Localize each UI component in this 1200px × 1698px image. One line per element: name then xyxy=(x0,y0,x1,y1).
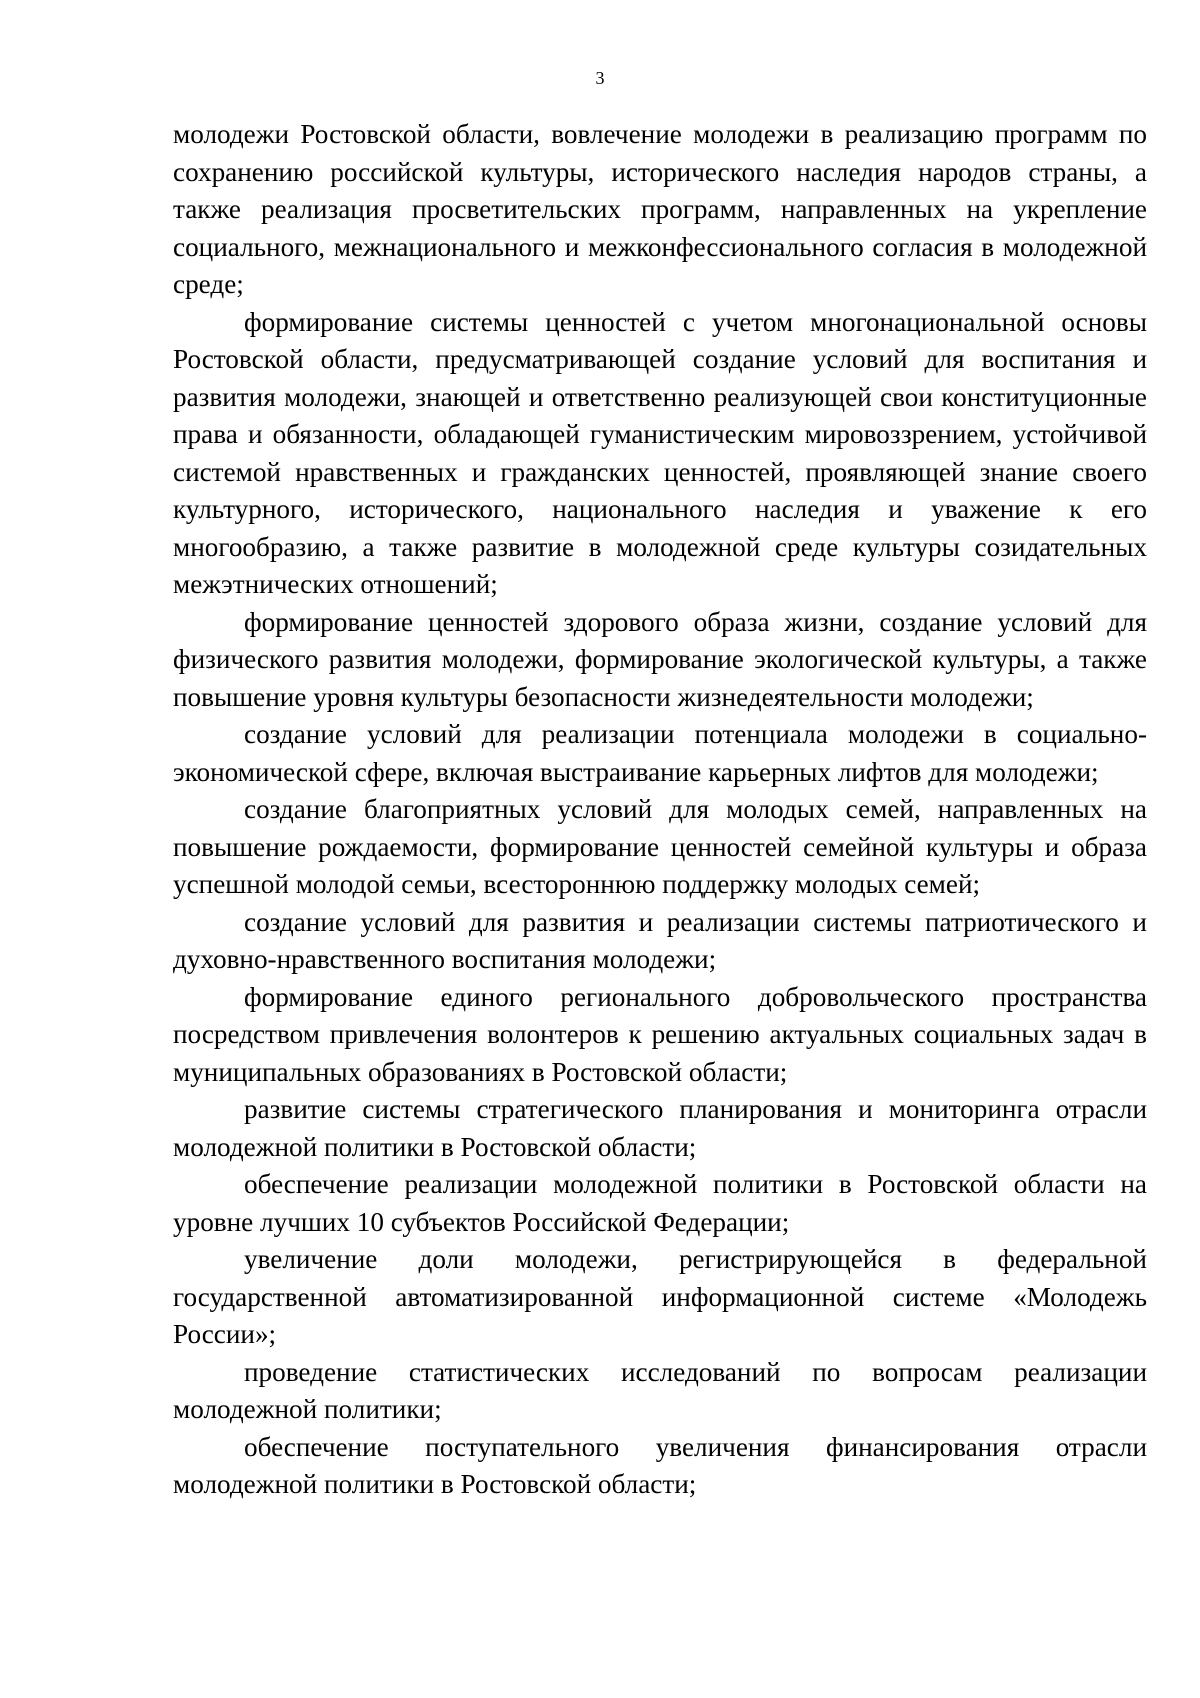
paragraph: обеспечение реализации молодежной политики в Ростовской области на уровне лучших 10 субъектов Российской Федерации; xyxy=(173,1169,1147,1237)
paragraph: проведение статистических исследований по вопросам реализации молодежной политики; xyxy=(173,1356,1147,1424)
page-number: 3 xyxy=(595,68,605,88)
paragraph: создание благоприятных условий для молодых семей, направленных на повышение рождаемости, формирование ценностей семейной культуры и образа успешной молодой семьи, всестороннюю поддержку молодых семей; xyxy=(173,794,1147,899)
paragraph: формирование системы ценностей с учетом многонациональной основы Ростовской области, предусматривающей создание условий для воспитания и развития молодежи, знающей и ответственно реализующей свои конституционные права и обязанности, обладающей гуманистическим мировоззрением, устойчивой системой нравственных и гражданских ценностей, проявляющей знание своего культурного, исторического, национального наследия и уважение к его многообразию, а также развитие в молодежной среде культуры созидательных межэтнических отношений; xyxy=(173,306,1147,599)
paragraph: создание условий для развития и реализации системы патриотического и духовно-нравственного воспитания молодежи; xyxy=(173,906,1147,974)
paragraph-continuation: молодежи Ростовской области, вовлечение молодежи в реализацию программ по сохранению российской культуры, исторического наследия народов страны, а также реализация просветительских программ, направленных на укрепление социального, межнационального и межконфессионального согласия в молодежной среде; xyxy=(173,119,1147,299)
paragraph: обеспечение поступательного увеличения финансирования отрасли молодежной политики в Ростовской области; xyxy=(173,1431,1147,1499)
paragraph: создание условий для реализации потенциала молодежи в социально-экономической сфере, включая выстраивание карьерных лифтов для молодежи; xyxy=(173,719,1147,787)
paragraph: формирование единого регионального добровольческого пространства посредством привлечения волонтеров к решению актуальных социальных задач в муниципальных образованиях в Ростовской области; xyxy=(173,981,1147,1087)
document-body xyxy=(173,116,1147,1504)
paragraph: формирование ценностей здорового образа жизни, создание условий для физического развития молодежи, формирование экологической культуры, а также повышение уровня культуры безопасности жизнедеятельности молодежи; xyxy=(173,606,1147,712)
paragraph: увеличение доли молодежи, регистрирующейся в федеральной государственной автоматизированной информационной системе «Молодежь России»; xyxy=(173,1244,1147,1349)
paragraph: развитие системы стратегического планирования и мониторинга отрасли молодежной политики в Ростовской области; xyxy=(173,1094,1147,1162)
